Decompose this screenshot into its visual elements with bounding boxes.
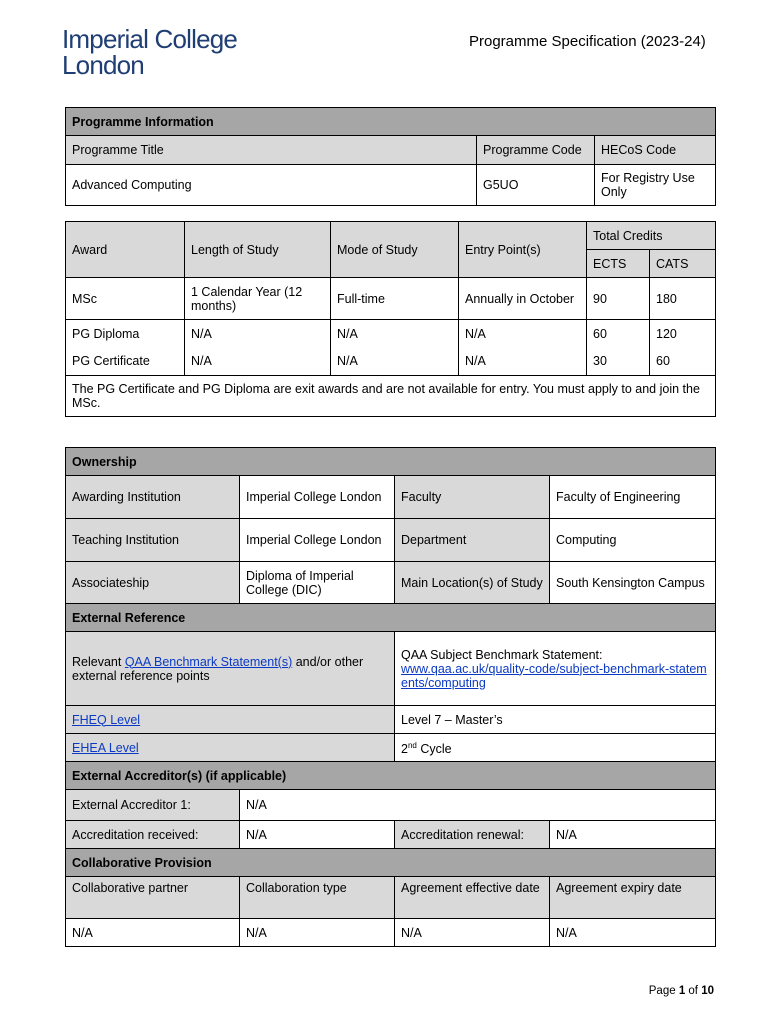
awards-note: The PG Certificate and PG Diploma are exit awards and are not available for entry. You must apply to and join the MSc.: [72, 382, 700, 410]
collaborative-partner-header: Collaborative partner: [66, 877, 240, 919]
ehea-level-value: [395, 734, 716, 762]
teaching-institution-value: Imperial College London: [240, 519, 395, 562]
mode-of-study: N/A: [331, 320, 459, 348]
accreditation-renewal-label: Accreditation renewal:: [395, 821, 550, 849]
accreditation-renewal-value: N/A: [550, 821, 716, 849]
entry-points-header: Entry Point(s): [459, 222, 587, 278]
fheq-level-value: Level 7 – Master’s: [395, 706, 716, 734]
relevant-reference-label: [66, 632, 395, 706]
main-location-value: South Kensington Campus: [550, 562, 716, 604]
page-word: Page: [648, 985, 679, 997]
programme-title-value: Advanced Computing: [66, 165, 477, 206]
entry-points: N/A: [459, 320, 587, 348]
programme-title-header: Programme Title: [66, 136, 477, 165]
fheq-level-label: [66, 706, 395, 734]
mode-of-study: N/A: [331, 348, 459, 376]
page-number: [649, 985, 714, 997]
qaa-computing-link[interactable]: www.qaa.ac.uk/quality-code/subject-benchmark-statements/computing: [401, 661, 707, 690]
total-credits-header: Total Credits: [587, 222, 716, 250]
external-accreditor-label: External Accreditor 1:: [66, 790, 240, 821]
award-name: PG Certificate: [66, 348, 185, 376]
qaa-statement-label: QAA Subject Benchmark Statement:: [401, 647, 603, 662]
table-row: [66, 278, 716, 320]
hecos-code-value: For Registry Use Only: [595, 165, 716, 206]
associateship-value: Diploma of Imperial College (DIC): [240, 562, 395, 604]
of-word: of: [685, 985, 702, 997]
current-page: 1: [678, 985, 686, 997]
cats-value: 180: [656, 291, 677, 306]
faculty-label: Faculty: [395, 476, 550, 519]
imperial-college-logo: [62, 26, 237, 78]
logo-line-2: London: [62, 50, 144, 80]
external-reference-heading: External Reference: [66, 604, 716, 632]
external-accreditors-heading: External Accreditor(s) (if applicable): [66, 762, 716, 790]
awarding-institution-value: Imperial College London: [240, 476, 395, 519]
table-row: [66, 320, 716, 348]
award-name: MSc: [66, 278, 185, 320]
collaborative-provision-heading: Collaborative Provision: [66, 849, 716, 877]
awarding-institution-label: Awarding Institution: [66, 476, 240, 519]
ects-value: 90: [587, 278, 650, 320]
ownership-table: [65, 447, 716, 947]
collaborative-partner-value: N/A: [66, 919, 240, 947]
agreement-expiry-value: N/A: [550, 919, 716, 947]
length-of-study: N/A: [185, 348, 331, 376]
associateship-label: Associateship: [66, 562, 240, 604]
ects-value: 30: [587, 348, 650, 376]
table-row: [66, 348, 716, 376]
collaboration-type-header: Collaboration type: [240, 877, 395, 919]
length-of-study-header: Length of Study: [185, 222, 331, 278]
faculty-value: Faculty of Engineering: [550, 476, 716, 519]
length-of-study: 1 Calendar Year (12 months): [185, 278, 331, 320]
entry-points: N/A: [459, 348, 587, 376]
fheq-level-link[interactable]: FHEQ Level: [72, 712, 141, 727]
agreement-expiry-header: Agreement expiry date: [550, 877, 716, 919]
relevant-prefix: Relevant: [72, 654, 125, 669]
collaboration-type-value: N/A: [240, 919, 395, 947]
cats-header: CATS: [656, 256, 689, 271]
length-of-study: N/A: [185, 320, 331, 348]
teaching-institution-label: Teaching Institution: [66, 519, 240, 562]
external-accreditor-value: N/A: [240, 790, 716, 821]
accreditation-received-value: N/A: [240, 821, 395, 849]
logo-line-1: Imperial College: [62, 24, 238, 54]
main-location-label: Main Location(s) of Study: [395, 562, 550, 604]
accreditation-received-label: Accreditation received:: [66, 821, 240, 849]
entry-points: Annually in October: [459, 278, 587, 320]
agreement-effective-value: N/A: [395, 919, 550, 947]
qaa-statement-cell: [395, 632, 716, 706]
ects-header: ECTS: [587, 250, 650, 278]
agreement-effective-header: Agreement effective date: [395, 877, 550, 919]
ehea-sup: nd: [407, 740, 417, 750]
programme-code-header: Programme Code: [477, 136, 595, 165]
cats-value: 120: [656, 326, 677, 341]
award-header: Award: [66, 222, 185, 278]
programme-code-value: G5UO: [477, 165, 595, 206]
department-value: Computing: [550, 519, 716, 562]
document-title: Programme Specification (2023-24): [469, 33, 706, 50]
ects-value: 60: [587, 320, 650, 348]
ehea-level-label: [66, 734, 395, 762]
programme-information-heading: Programme Information: [66, 108, 716, 136]
ehea-level-link[interactable]: EHEA Level: [72, 740, 139, 755]
mode-of-study-header: Mode of Study: [331, 222, 459, 278]
relevant-suffix: and/or other external reference points: [72, 654, 364, 683]
table-row: [66, 919, 716, 947]
qaa-benchmark-link[interactable]: QAA Benchmark Statement(s): [124, 654, 293, 669]
cats-value: 60: [656, 354, 670, 369]
ehea-suffix: Cycle: [416, 742, 452, 757]
ehea-num: 2: [401, 742, 408, 757]
award-name: PG Diploma: [66, 320, 185, 348]
mode-of-study: Full-time: [331, 278, 459, 320]
awards-table: [65, 221, 716, 417]
department-label: Department: [395, 519, 550, 562]
total-pages: 10: [701, 985, 714, 997]
programme-information-table: [65, 107, 716, 206]
ownership-heading: Ownership: [66, 448, 716, 476]
hecos-code-header: HECoS Code: [595, 136, 716, 165]
